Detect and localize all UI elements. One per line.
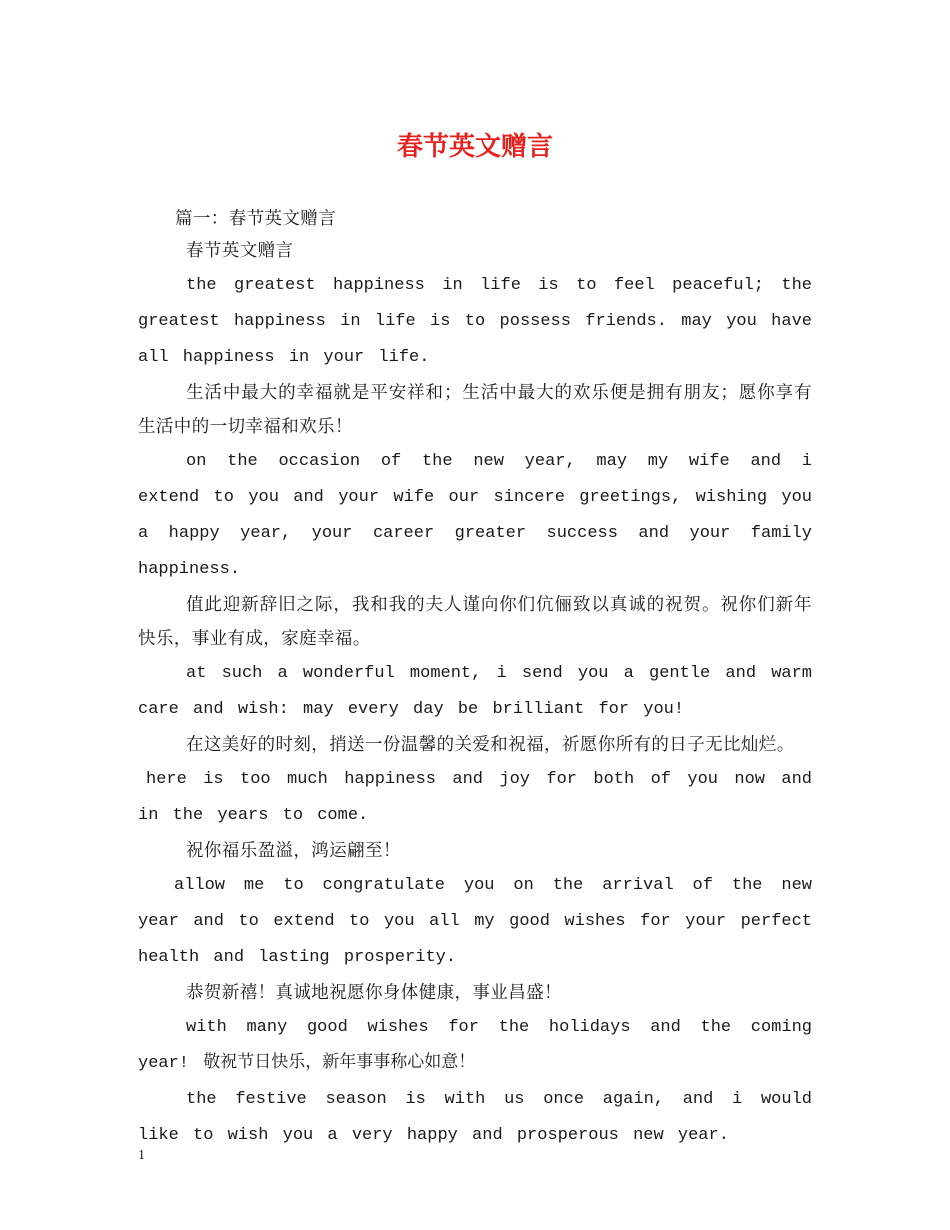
paragraph-zh: 在这美好的时刻，捎送一份温馨的关爱和祝福，祈愿你所有的日子无比灿烂。 (186, 735, 795, 755)
section-heading: 篇一：春节英文赠言 (175, 209, 337, 229)
paragraph-en: the greatest happiness in life is to feel peaceful; the greatest happiness in life is to possess friends. may you have all happiness in your life. (138, 276, 812, 367)
paragraph-en: allow me to congratulate you on the arrival of the new year and to extend to you all my good wishes for your perfect health and lasting prosperity. (138, 876, 812, 967)
page-number: 1 (138, 1148, 145, 1163)
document-body (138, 200, 812, 1154)
paragraph-zh: 恭贺新禧！真诚地祝愿你身体健康，事业昌盛！ (186, 983, 562, 1003)
paragraph-zh: 值此迎新辞旧之际，我和我的夫人谨向你们伉俪致以真诚的祝贺。祝你们新年快乐，事业有成，家庭幸福。 (138, 595, 812, 649)
paragraph-zh: 祝你福乐盈溢，鸿运翩至！ (186, 841, 401, 861)
paragraph-mixed: with many good wishes for the holidays and the coming year! 敬祝节日快乐，新年事事称心如意！ (138, 1018, 812, 1073)
sub-heading: 春节英文赠言 (186, 241, 294, 261)
paragraph-en: at such a wonderful moment, i send you a gentle and warm care and wish: may every day be brilliant for you! (138, 664, 812, 719)
paragraph-en: on the occasion of the new year, may my wife and i extend to you and your wife our sincere greetings, wishing you a happy year, your career greater success and your family happiness. (138, 452, 812, 579)
paragraph-zh: 生活中最大的幸福就是平安祥和；生活中最大的欢乐便是拥有朋友；愿你享有生活中的一切幸福和欢乐！ (138, 383, 812, 437)
document-title: 春节英文赠言 (396, 132, 553, 162)
paragraph-en: here is too much happiness and joy for both of you now and in the years to come. (138, 770, 812, 825)
paragraph-en: the festive season is with us once again, and i would like to wish you a very happy and prosperous new year. (138, 1090, 812, 1145)
